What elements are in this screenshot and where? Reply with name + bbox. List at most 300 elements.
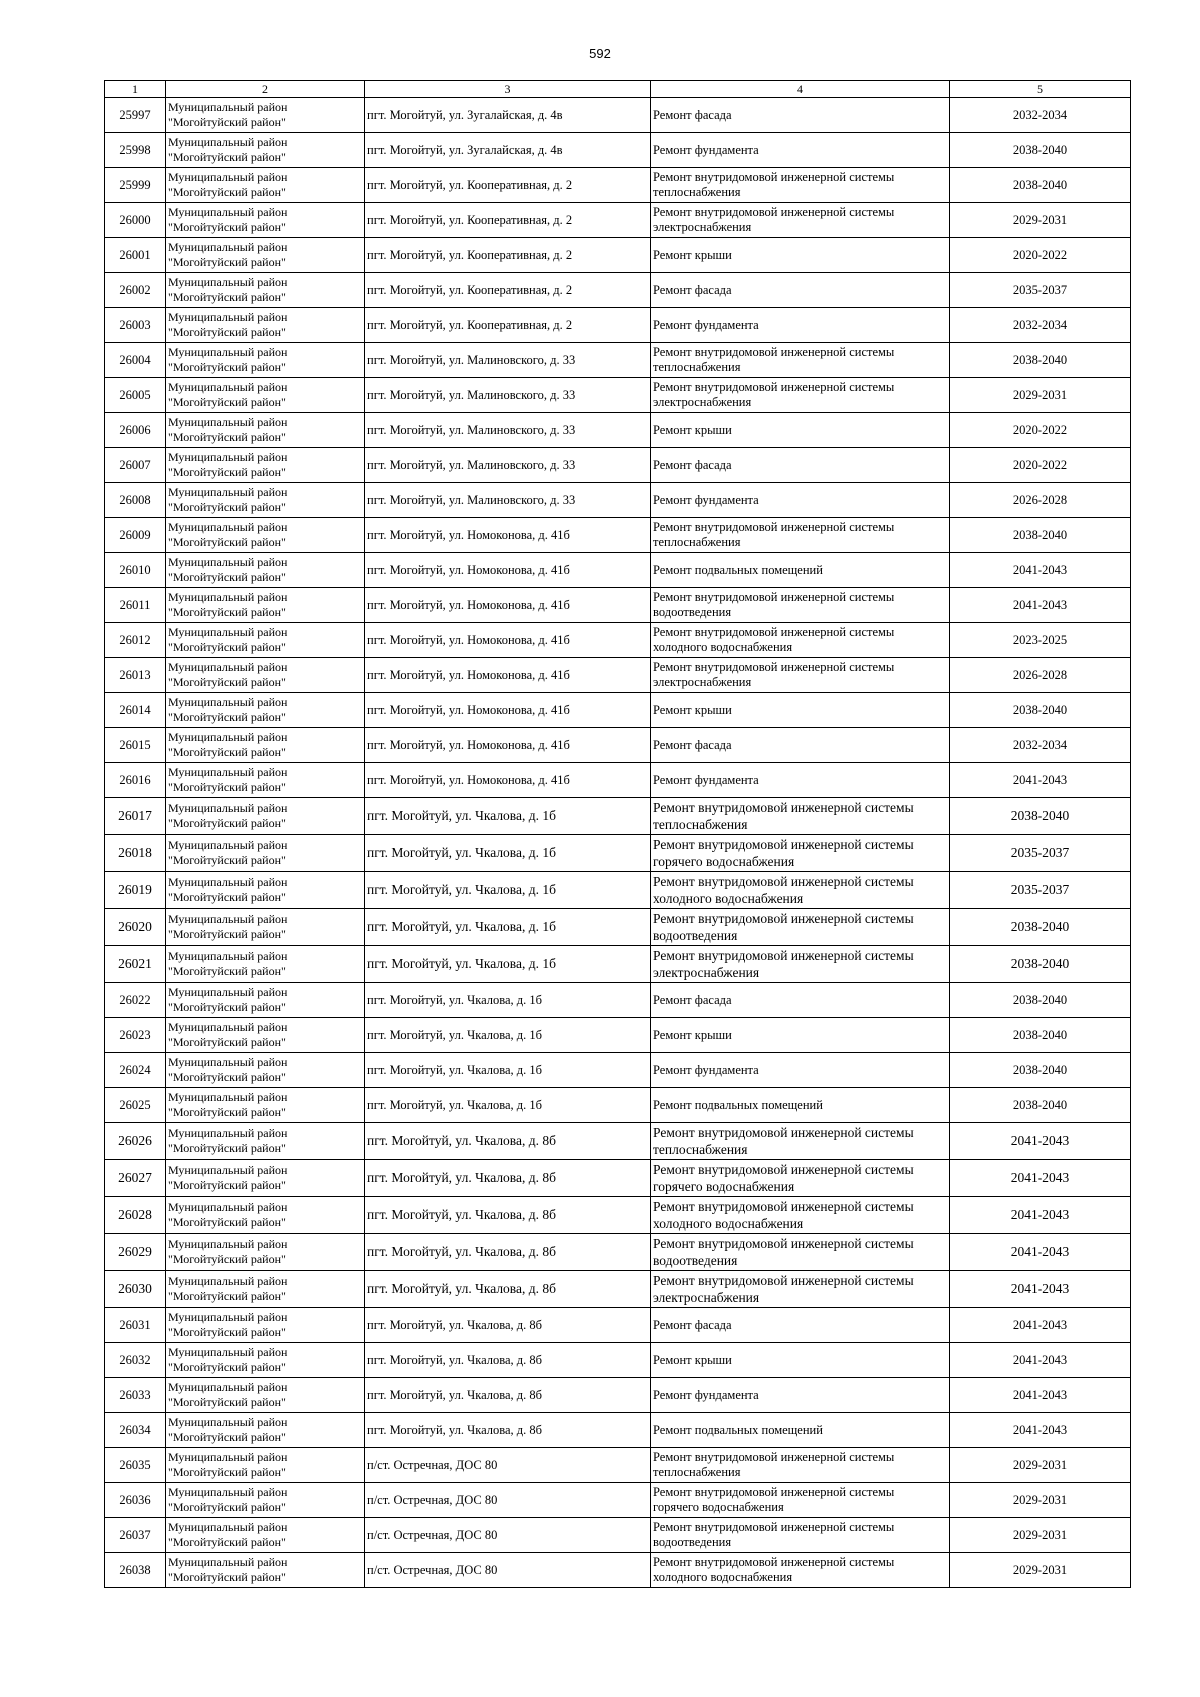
municipality-line-1: Муниципальный район bbox=[168, 240, 288, 254]
work-type-cell bbox=[651, 728, 950, 763]
municipality-line-2: "Могойтуйский район" bbox=[168, 927, 286, 941]
work-type-cell bbox=[651, 658, 950, 693]
municipality-cell bbox=[166, 273, 365, 308]
municipality-line-1: Муниципальный район bbox=[168, 135, 288, 149]
work-type-line-1: Ремонт фасада bbox=[653, 107, 732, 122]
work-type-line-2: электроснабжения bbox=[653, 220, 752, 234]
work-type-line-1: Ремонт внутридомовой инженерной системы bbox=[653, 1450, 895, 1464]
municipality-line-2: "Могойтуйский район" bbox=[168, 430, 286, 444]
municipality-line-1: Муниципальный район bbox=[168, 1163, 288, 1177]
table-row bbox=[105, 378, 1131, 413]
work-type-line-2: теплоснабжения bbox=[653, 360, 741, 374]
address-cell: пгт. Могойтуй, ул. Номоконова, д. 41б bbox=[365, 763, 651, 798]
row-number: 26032 bbox=[105, 1343, 166, 1378]
municipality-cell bbox=[166, 133, 365, 168]
address-cell: пгт. Могойтуй, ул. Малиновского, д. 33 bbox=[365, 343, 651, 378]
period-cell: 2038-2040 bbox=[950, 909, 1131, 946]
municipality-line-2: "Могойтуйский район" bbox=[168, 675, 286, 689]
row-number: 26025 bbox=[105, 1088, 166, 1123]
header-col-4: 4 bbox=[651, 81, 950, 98]
period-cell: 2041-2043 bbox=[950, 553, 1131, 588]
address-cell: пгт. Могойтуй, ул. Чкалова, д. 1б bbox=[365, 983, 651, 1018]
work-type-cell bbox=[651, 946, 950, 983]
row-number: 26023 bbox=[105, 1018, 166, 1053]
period-cell: 2026-2028 bbox=[950, 483, 1131, 518]
municipality-line-1: Муниципальный район bbox=[168, 1310, 288, 1324]
address-cell: пгт. Могойтуй, ул. Чкалова, д. 8б bbox=[365, 1308, 651, 1343]
municipality-line-2: "Могойтуйский район" bbox=[168, 853, 286, 867]
work-type-line-2: холодного водоснабжения bbox=[653, 640, 793, 654]
municipality-line-2: "Могойтуйский район" bbox=[168, 1500, 286, 1514]
work-type-cell bbox=[651, 273, 950, 308]
municipality-cell bbox=[166, 872, 365, 909]
work-type-line-1: Ремонт внутридомовой инженерной системы bbox=[653, 590, 895, 604]
work-type-line-1: Ремонт подвальных помещений bbox=[653, 1422, 823, 1437]
table-row bbox=[105, 1271, 1131, 1308]
municipality-line-2: "Могойтуйский район" bbox=[168, 1395, 286, 1409]
municipality-line-1: Муниципальный район bbox=[168, 1090, 288, 1104]
row-number: 26019 bbox=[105, 872, 166, 909]
municipality-cell bbox=[166, 798, 365, 835]
address-cell: пгт. Могойтуй, ул. Зугалайская, д. 4в bbox=[365, 98, 651, 133]
table-row bbox=[105, 1448, 1131, 1483]
municipality-line-1: Муниципальный район bbox=[168, 1274, 288, 1288]
municipality-line-1: Муниципальный район bbox=[168, 590, 288, 604]
row-number: 26027 bbox=[105, 1160, 166, 1197]
municipality-line-1: Муниципальный район bbox=[168, 730, 288, 744]
municipality-line-1: Муниципальный район bbox=[168, 625, 288, 639]
municipality-cell bbox=[166, 1234, 365, 1271]
municipality-cell bbox=[166, 1053, 365, 1088]
work-type-line-1: Ремонт внутридомовой инженерной системы bbox=[653, 660, 895, 674]
address-cell: пгт. Могойтуй, ул. Малиновского, д. 33 bbox=[365, 483, 651, 518]
work-type-line-1: Ремонт подвальных помещений bbox=[653, 1097, 823, 1112]
municipality-cell bbox=[166, 1271, 365, 1308]
municipality-line-2: "Могойтуйский район" bbox=[168, 115, 286, 129]
row-number: 26013 bbox=[105, 658, 166, 693]
municipality-line-2: "Могойтуйский район" bbox=[168, 1289, 286, 1303]
row-number: 25998 bbox=[105, 133, 166, 168]
municipality-cell bbox=[166, 946, 365, 983]
table-row bbox=[105, 448, 1131, 483]
work-type-line-2: водоотведения bbox=[653, 1253, 738, 1268]
work-type-line-1: Ремонт подвальных помещений bbox=[653, 562, 823, 577]
municipality-line-1: Муниципальный район bbox=[168, 415, 288, 429]
work-type-cell bbox=[651, 1378, 950, 1413]
municipality-line-2: "Могойтуйский район" bbox=[168, 964, 286, 978]
work-type-cell bbox=[651, 1518, 950, 1553]
period-cell: 2029-2031 bbox=[950, 1518, 1131, 1553]
municipality-cell bbox=[166, 1413, 365, 1448]
address-cell: пгт. Могойтуй, ул. Чкалова, д. 8б bbox=[365, 1160, 651, 1197]
municipality-cell bbox=[166, 693, 365, 728]
period-cell: 2029-2031 bbox=[950, 1553, 1131, 1588]
row-number: 26034 bbox=[105, 1413, 166, 1448]
period-cell: 2020-2022 bbox=[950, 413, 1131, 448]
municipality-line-2: "Могойтуйский район" bbox=[168, 640, 286, 654]
table-row bbox=[105, 693, 1131, 728]
table-row bbox=[105, 1483, 1131, 1518]
work-type-cell bbox=[651, 553, 950, 588]
period-cell: 2041-2043 bbox=[950, 1123, 1131, 1160]
period-cell: 2023-2025 bbox=[950, 623, 1131, 658]
row-number: 26014 bbox=[105, 693, 166, 728]
period-cell: 2020-2022 bbox=[950, 238, 1131, 273]
table-row bbox=[105, 1518, 1131, 1553]
table-row bbox=[105, 483, 1131, 518]
work-type-line-1: Ремонт внутридомовой инженерной системы bbox=[653, 170, 895, 184]
address-cell: пгт. Могойтуй, ул. Номоконова, д. 41б bbox=[365, 658, 651, 693]
header-col-5: 5 bbox=[950, 81, 1131, 98]
period-cell: 2038-2040 bbox=[950, 133, 1131, 168]
municipality-line-2: "Могойтуйский район" bbox=[168, 1035, 286, 1049]
municipality-line-1: Муниципальный район bbox=[168, 1345, 288, 1359]
municipality-line-2: "Могойтуйский район" bbox=[168, 1141, 286, 1155]
work-type-line-1: Ремонт внутридомовой инженерной системы bbox=[653, 1236, 914, 1251]
municipality-cell bbox=[166, 413, 365, 448]
municipality-line-2: "Могойтуйский район" bbox=[168, 1570, 286, 1584]
row-number: 25999 bbox=[105, 168, 166, 203]
municipality-line-1: Муниципальный район bbox=[168, 765, 288, 779]
municipality-line-1: Муниципальный район bbox=[168, 485, 288, 499]
row-number: 26036 bbox=[105, 1483, 166, 1518]
period-cell: 2020-2022 bbox=[950, 448, 1131, 483]
address-cell: пгт. Могойтуй, ул. Малиновского, д. 33 bbox=[365, 378, 651, 413]
municipality-cell bbox=[166, 1018, 365, 1053]
period-cell: 2041-2043 bbox=[950, 763, 1131, 798]
municipality-cell bbox=[166, 1197, 365, 1234]
municipality-cell bbox=[166, 1378, 365, 1413]
period-cell: 2038-2040 bbox=[950, 693, 1131, 728]
row-number: 26008 bbox=[105, 483, 166, 518]
table-row bbox=[105, 588, 1131, 623]
address-cell: пгт. Могойтуй, ул. Кооперативная, д. 2 bbox=[365, 308, 651, 343]
municipality-line-1: Муниципальный район bbox=[168, 1237, 288, 1251]
work-type-line-1: Ремонт крыши bbox=[653, 702, 732, 717]
table-row bbox=[105, 98, 1131, 133]
work-type-line-2: холодного водоснабжения bbox=[653, 1216, 804, 1231]
row-number: 26002 bbox=[105, 273, 166, 308]
work-type-line-1: Ремонт крыши bbox=[653, 1027, 732, 1042]
table-row bbox=[105, 1160, 1131, 1197]
municipality-line-1: Муниципальный район bbox=[168, 275, 288, 289]
municipality-line-1: Муниципальный район bbox=[168, 660, 288, 674]
address-cell: пгт. Могойтуй, ул. Чкалова, д. 1б bbox=[365, 1018, 651, 1053]
municipality-line-1: Муниципальный район bbox=[168, 170, 288, 184]
municipality-line-1: Муниципальный район bbox=[168, 695, 288, 709]
municipality-cell bbox=[166, 983, 365, 1018]
period-cell: 2035-2037 bbox=[950, 273, 1131, 308]
address-cell: пгт. Могойтуй, ул. Номоконова, д. 41б bbox=[365, 588, 651, 623]
municipality-line-1: Муниципальный район bbox=[168, 345, 288, 359]
row-number: 26010 bbox=[105, 553, 166, 588]
work-type-cell bbox=[651, 1234, 950, 1271]
table-row bbox=[105, 1378, 1131, 1413]
municipality-cell bbox=[166, 343, 365, 378]
municipality-line-2: "Могойтуйский район" bbox=[168, 1325, 286, 1339]
work-type-line-1: Ремонт фундамента bbox=[653, 772, 759, 787]
work-type-cell bbox=[651, 1123, 950, 1160]
work-type-cell bbox=[651, 1413, 950, 1448]
address-cell: пгт. Могойтуй, ул. Малиновского, д. 33 bbox=[365, 448, 651, 483]
row-number: 26038 bbox=[105, 1553, 166, 1588]
period-cell: 2041-2043 bbox=[950, 1378, 1131, 1413]
row-number: 26005 bbox=[105, 378, 166, 413]
row-number: 26037 bbox=[105, 1518, 166, 1553]
municipality-cell bbox=[166, 1308, 365, 1343]
row-number: 25997 bbox=[105, 98, 166, 133]
table-row bbox=[105, 343, 1131, 378]
period-cell: 2038-2040 bbox=[950, 1088, 1131, 1123]
municipality-line-2: "Могойтуйский район" bbox=[168, 710, 286, 724]
table-row bbox=[105, 909, 1131, 946]
work-type-cell bbox=[651, 483, 950, 518]
address-cell: пгт. Могойтуй, ул. Зугалайская, д. 4в bbox=[365, 133, 651, 168]
address-cell: п/ст. Остречная, ДОС 80 bbox=[365, 1448, 651, 1483]
work-type-cell bbox=[651, 763, 950, 798]
table-row bbox=[105, 133, 1131, 168]
work-type-line-1: Ремонт фундамента bbox=[653, 317, 759, 332]
period-cell: 2041-2043 bbox=[950, 1271, 1131, 1308]
address-cell: пгт. Могойтуй, ул. Номоконова, д. 41б bbox=[365, 553, 651, 588]
work-type-line-1: Ремонт внутридомовой инженерной системы bbox=[653, 948, 914, 963]
municipality-line-2: "Могойтуйский район" bbox=[168, 1000, 286, 1014]
municipality-cell bbox=[166, 1483, 365, 1518]
table-row bbox=[105, 413, 1131, 448]
municipality-line-1: Муниципальный район bbox=[168, 310, 288, 324]
work-type-line-1: Ремонт внутридомовой инженерной системы bbox=[653, 837, 914, 852]
work-type-cell bbox=[651, 1271, 950, 1308]
work-type-cell bbox=[651, 623, 950, 658]
address-cell: пгт. Могойтуй, ул. Чкалова, д. 8б bbox=[365, 1197, 651, 1234]
work-type-cell bbox=[651, 588, 950, 623]
work-type-line-1: Ремонт внутридомовой инженерной системы bbox=[653, 1520, 895, 1534]
municipality-line-2: "Могойтуйский район" bbox=[168, 220, 286, 234]
row-number: 26001 bbox=[105, 238, 166, 273]
work-type-cell bbox=[651, 693, 950, 728]
municipality-cell bbox=[166, 448, 365, 483]
period-cell: 2029-2031 bbox=[950, 203, 1131, 238]
work-type-line-1: Ремонт фундамента bbox=[653, 1062, 759, 1077]
municipality-line-2: "Могойтуйский район" bbox=[168, 1105, 286, 1119]
table-row bbox=[105, 1343, 1131, 1378]
municipality-line-1: Муниципальный район bbox=[168, 1555, 288, 1569]
municipality-cell bbox=[166, 518, 365, 553]
municipality-line-1: Муниципальный район bbox=[168, 1380, 288, 1394]
period-cell: 2035-2037 bbox=[950, 872, 1131, 909]
municipality-line-1: Муниципальный район bbox=[168, 100, 288, 114]
period-cell: 2029-2031 bbox=[950, 378, 1131, 413]
work-type-line-1: Ремонт крыши bbox=[653, 247, 732, 262]
header-col-1: 1 bbox=[105, 81, 166, 98]
municipality-line-2: "Могойтуйский район" bbox=[168, 570, 286, 584]
municipality-cell bbox=[166, 728, 365, 763]
work-type-line-2: теплоснабжения bbox=[653, 817, 748, 832]
municipality-line-1: Муниципальный район bbox=[168, 450, 288, 464]
work-type-line-2: электроснабжения bbox=[653, 965, 760, 980]
municipality-line-1: Муниципальный район bbox=[168, 801, 288, 815]
work-type-line-2: холодного водоснабжения bbox=[653, 891, 804, 906]
work-type-line-1: Ремонт внутридомовой инженерной системы bbox=[653, 1199, 914, 1214]
address-cell: пгт. Могойтуй, ул. Чкалова, д. 1б bbox=[365, 798, 651, 835]
work-type-line-1: Ремонт внутридомовой инженерной системы bbox=[653, 1273, 914, 1288]
work-type-cell bbox=[651, 872, 950, 909]
municipality-line-2: "Могойтуйский район" bbox=[168, 325, 286, 339]
municipality-cell bbox=[166, 98, 365, 133]
municipality-line-2: "Могойтуйский район" bbox=[168, 605, 286, 619]
municipality-cell bbox=[166, 238, 365, 273]
address-cell: п/ст. Остречная, ДОС 80 bbox=[365, 1483, 651, 1518]
table-row bbox=[105, 308, 1131, 343]
table-row bbox=[105, 1123, 1131, 1160]
address-cell: пгт. Могойтуй, ул. Чкалова, д. 8б bbox=[365, 1413, 651, 1448]
row-number: 26000 bbox=[105, 203, 166, 238]
municipality-cell bbox=[166, 763, 365, 798]
work-type-cell bbox=[651, 1018, 950, 1053]
table-row bbox=[105, 658, 1131, 693]
work-type-line-1: Ремонт фундамента bbox=[653, 492, 759, 507]
municipality-line-2: "Могойтуйский район" bbox=[168, 255, 286, 269]
address-cell: пгт. Могойтуй, ул. Чкалова, д. 1б bbox=[365, 946, 651, 983]
municipality-line-2: "Могойтуйский район" bbox=[168, 745, 286, 759]
work-type-line-1: Ремонт внутридомовой инженерной системы bbox=[653, 205, 895, 219]
work-type-cell bbox=[651, 98, 950, 133]
table-row bbox=[105, 518, 1131, 553]
work-type-line-1: Ремонт внутридомовой инженерной системы bbox=[653, 800, 914, 815]
work-type-cell bbox=[651, 1160, 950, 1197]
row-number: 26011 bbox=[105, 588, 166, 623]
address-cell: пгт. Могойтуй, ул. Чкалова, д. 1б bbox=[365, 1088, 651, 1123]
municipality-cell bbox=[166, 658, 365, 693]
work-type-cell bbox=[651, 1053, 950, 1088]
work-type-cell bbox=[651, 798, 950, 835]
work-type-cell bbox=[651, 1553, 950, 1588]
period-cell: 2038-2040 bbox=[950, 1018, 1131, 1053]
table-row bbox=[105, 1197, 1131, 1234]
municipality-cell bbox=[166, 1553, 365, 1588]
work-type-cell bbox=[651, 1483, 950, 1518]
table-row bbox=[105, 203, 1131, 238]
municipality-line-1: Муниципальный район bbox=[168, 1415, 288, 1429]
table-row bbox=[105, 1088, 1131, 1123]
row-number: 26003 bbox=[105, 308, 166, 343]
municipality-line-2: "Могойтуйский район" bbox=[168, 500, 286, 514]
row-number: 26028 bbox=[105, 1197, 166, 1234]
work-type-cell bbox=[651, 413, 950, 448]
municipality-cell bbox=[166, 1448, 365, 1483]
municipality-cell bbox=[166, 1343, 365, 1378]
work-type-line-1: Ремонт внутридомовой инженерной системы bbox=[653, 520, 895, 534]
row-number: 26024 bbox=[105, 1053, 166, 1088]
row-number: 26035 bbox=[105, 1448, 166, 1483]
municipality-line-2: "Могойтуйский район" bbox=[168, 816, 286, 830]
address-cell: пгт. Могойтуй, ул. Чкалова, д. 1б bbox=[365, 1053, 651, 1088]
work-type-line-1: Ремонт внутридомовой инженерной системы bbox=[653, 1485, 895, 1499]
period-cell: 2041-2043 bbox=[950, 1413, 1131, 1448]
work-type-cell bbox=[651, 1308, 950, 1343]
municipality-line-1: Муниципальный район bbox=[168, 520, 288, 534]
municipality-line-1: Муниципальный район bbox=[168, 555, 288, 569]
period-cell: 2038-2040 bbox=[950, 798, 1131, 835]
address-cell: пгт. Могойтуй, ул. Чкалова, д. 1б bbox=[365, 835, 651, 872]
period-cell: 2041-2043 bbox=[950, 1160, 1131, 1197]
work-type-line-1: Ремонт фасада bbox=[653, 1317, 732, 1332]
work-type-line-2: электроснабжения bbox=[653, 675, 752, 689]
municipality-line-2: "Могойтуйский район" bbox=[168, 1215, 286, 1229]
work-type-line-1: Ремонт крыши bbox=[653, 422, 732, 437]
row-number: 26031 bbox=[105, 1308, 166, 1343]
row-number: 26022 bbox=[105, 983, 166, 1018]
work-type-line-2: теплоснабжения bbox=[653, 1142, 748, 1157]
period-cell: 2038-2040 bbox=[950, 518, 1131, 553]
table-row bbox=[105, 1234, 1131, 1271]
work-type-line-2: теплоснабжения bbox=[653, 185, 741, 199]
municipality-line-2: "Могойтуйский район" bbox=[168, 395, 286, 409]
address-cell: пгт. Могойтуй, ул. Кооперативная, д. 2 bbox=[365, 168, 651, 203]
work-type-line-2: водоотведения bbox=[653, 605, 732, 619]
row-number: 26020 bbox=[105, 909, 166, 946]
row-number: 26017 bbox=[105, 798, 166, 835]
address-cell: пгт. Могойтуй, ул. Чкалова, д. 8б bbox=[365, 1378, 651, 1413]
municipality-cell bbox=[166, 623, 365, 658]
row-number: 26018 bbox=[105, 835, 166, 872]
municipality-line-1: Муниципальный район bbox=[168, 1520, 288, 1534]
work-type-line-2: электроснабжения bbox=[653, 1290, 760, 1305]
address-cell: п/ст. Остречная, ДОС 80 bbox=[365, 1518, 651, 1553]
municipality-line-2: "Могойтуйский район" bbox=[168, 150, 286, 164]
address-cell: пгт. Могойтуй, ул. Номоконова, д. 41б bbox=[365, 623, 651, 658]
municipality-line-2: "Могойтуйский район" bbox=[168, 360, 286, 374]
work-type-cell bbox=[651, 203, 950, 238]
period-cell: 2041-2043 bbox=[950, 1197, 1131, 1234]
address-cell: пгт. Могойтуй, ул. Кооперативная, д. 2 bbox=[365, 203, 651, 238]
municipality-line-1: Муниципальный район bbox=[168, 1485, 288, 1499]
period-cell: 2038-2040 bbox=[950, 168, 1131, 203]
table-row bbox=[105, 1053, 1131, 1088]
table-row bbox=[105, 553, 1131, 588]
work-type-line-1: Ремонт внутридомовой инженерной системы bbox=[653, 1125, 914, 1140]
municipality-line-2: "Могойтуйский район" bbox=[168, 465, 286, 479]
address-cell: пгт. Могойтуй, ул. Номоконова, д. 41б bbox=[365, 693, 651, 728]
work-type-line-1: Ремонт фасада bbox=[653, 282, 732, 297]
row-number: 26006 bbox=[105, 413, 166, 448]
work-type-line-1: Ремонт внутридомовой инженерной системы bbox=[653, 625, 895, 639]
period-cell: 2029-2031 bbox=[950, 1483, 1131, 1518]
municipality-cell bbox=[166, 1088, 365, 1123]
address-cell: пгт. Могойтуй, ул. Чкалова, д. 8б bbox=[365, 1343, 651, 1378]
work-type-cell bbox=[651, 448, 950, 483]
municipality-cell bbox=[166, 168, 365, 203]
municipality-line-2: "Могойтуйский район" bbox=[168, 780, 286, 794]
work-type-cell bbox=[651, 308, 950, 343]
table-row bbox=[105, 728, 1131, 763]
work-type-line-1: Ремонт внутридомовой инженерной системы bbox=[653, 911, 914, 926]
period-cell: 2032-2034 bbox=[950, 98, 1131, 133]
municipality-line-2: "Могойтуйский район" bbox=[168, 890, 286, 904]
municipality-cell bbox=[166, 1123, 365, 1160]
work-type-line-1: Ремонт крыши bbox=[653, 1352, 732, 1367]
row-number: 26021 bbox=[105, 946, 166, 983]
work-type-cell bbox=[651, 1448, 950, 1483]
work-type-cell bbox=[651, 238, 950, 273]
work-type-line-2: горячего водоснабжения bbox=[653, 854, 795, 869]
address-cell: п/ст. Остречная, ДОС 80 bbox=[365, 1553, 651, 1588]
period-cell: 2041-2043 bbox=[950, 1234, 1131, 1271]
row-number: 26015 bbox=[105, 728, 166, 763]
municipality-line-2: "Могойтуйский район" bbox=[168, 185, 286, 199]
work-type-cell bbox=[651, 983, 950, 1018]
municipality-cell bbox=[166, 203, 365, 238]
